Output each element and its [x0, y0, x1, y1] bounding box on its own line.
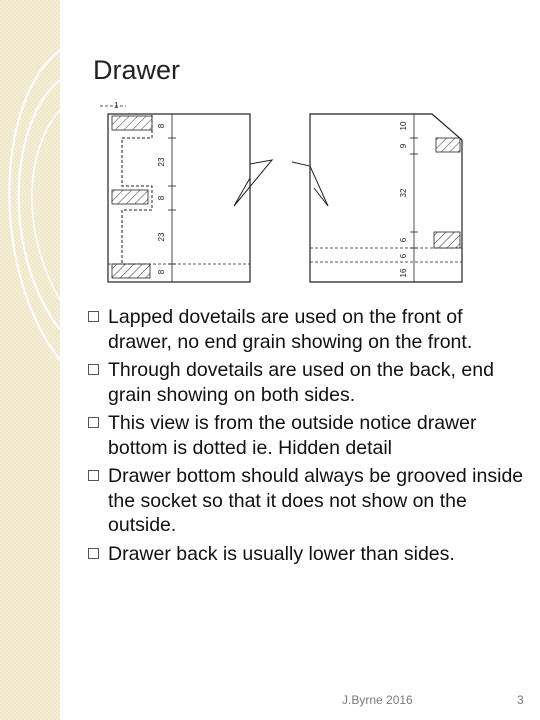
- bullet-text: Lapped dovetails are used on the front of drawer, no end grain showing on the front.: [108, 306, 473, 353]
- dim-right-4: 6: [399, 253, 408, 259]
- bullet-item: [88, 358, 528, 407]
- decorative-arcs: [0, 0, 80, 720]
- checkbox-bullet-icon: [88, 364, 99, 375]
- dim-left-3: 23: [157, 232, 166, 242]
- bullet-text: Through dovetails are used on the back, end grain showing on both sides.: [108, 359, 494, 406]
- bullet-item: [88, 411, 528, 460]
- dim-left-1: 23: [157, 157, 166, 167]
- dim-right-0: 10: [399, 121, 408, 131]
- checkbox-bullet-icon: [88, 548, 99, 559]
- dim-left-0: 8: [157, 123, 166, 129]
- bullet-text: This view is from the outside notice drawer bottom is dotted ie. Hidden detail: [108, 412, 477, 459]
- bullet-text: Drawer bottom should always be grooved inside the socket so that it does not show on the outside.: [108, 465, 524, 536]
- dim-right-1: 9: [399, 143, 408, 149]
- footer-author: J.Byrne 2016: [342, 693, 413, 707]
- dim-left-2: 8: [157, 195, 166, 201]
- page-number: 3: [517, 693, 524, 707]
- bullet-item: [88, 464, 528, 538]
- dim-right-5: 16: [399, 268, 408, 278]
- bullet-text: Drawer back is usually lower than sides.: [108, 542, 455, 565]
- checkbox-bullet-icon: [88, 470, 99, 481]
- checkbox-bullet-icon: [88, 417, 99, 428]
- checkbox-bullet-icon: [88, 311, 99, 322]
- dim-right-2: 32: [399, 188, 408, 198]
- dim-left-4: 8: [157, 269, 166, 275]
- dim-right-3: 6: [399, 237, 408, 243]
- page-title: Drawer: [93, 55, 181, 85]
- bullet-list: [88, 305, 528, 570]
- front-side-view: [100, 101, 250, 282]
- dim-top: 1: [114, 101, 119, 110]
- back-side-view: [310, 114, 462, 282]
- bullet-item: [88, 542, 528, 567]
- bullet-item: [88, 305, 528, 354]
- drawer-dovetail-diagram: [96, 98, 476, 288]
